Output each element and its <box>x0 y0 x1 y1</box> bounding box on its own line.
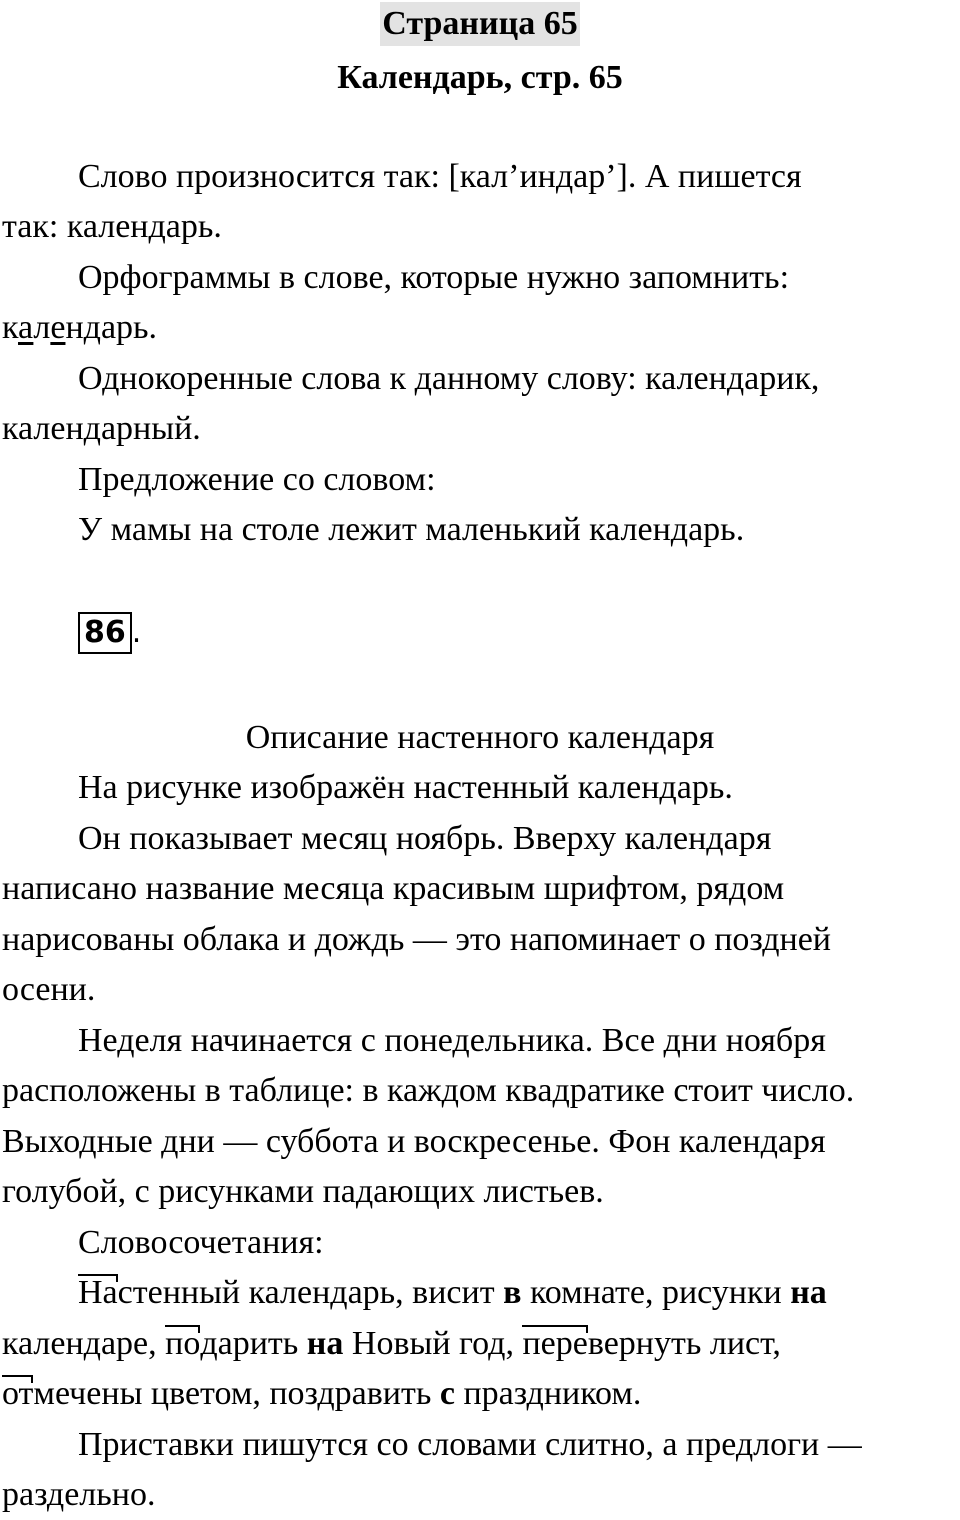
paragraph-line: написано название месяца красивым шрифтом, рядом <box>2 870 785 907</box>
conclusion-line: раздельно. <box>2 1476 156 1513</box>
prefix-mark: На <box>78 1268 118 1318</box>
paragraph-line: голубой, с рисунками падающих листьев. <box>2 1173 604 1210</box>
paragraph-line: Он показывает месяц ноябрь. Вверху календаря <box>78 820 772 857</box>
paragraph-line: так: календарь. <box>2 208 222 245</box>
word-part: к <box>2 309 19 346</box>
example-sentence: У мамы на столе лежит маленький календарь. <box>78 511 745 548</box>
exercise-number-box: 86 <box>78 612 132 654</box>
paragraph-line: Словосочетания: <box>78 1224 324 1261</box>
paragraph-line: календарный. <box>2 410 201 447</box>
preposition: на <box>306 1325 344 1362</box>
conclusion-line: Приставки пишутся со словами слитно, а предлоги — <box>78 1426 862 1463</box>
phrases-line: Настенный календарь, висит в комнате, рисунки на <box>78 1268 960 1318</box>
paragraph-line: Предложение со словом: <box>78 461 436 498</box>
prefix-mark: пере <box>522 1319 587 1369</box>
phrases-line: календаре, подарить на Новый год, перевернуть лист, <box>2 1319 960 1369</box>
preposition: в <box>503 1274 522 1311</box>
orthogram-letter: е <box>50 309 66 346</box>
word-with-orthograms <box>2 303 960 353</box>
paragraph-line: Выходные дни — суббота и воскресенье. Фон календаря <box>2 1123 826 1160</box>
paragraph-line: расположены в таблице: в каждом квадратике стоит число. <box>2 1072 855 1109</box>
prefix-mark: по <box>165 1319 200 1369</box>
word-part: ндарь. <box>65 309 158 346</box>
exercise-number: 86 . <box>78 612 141 654</box>
paragraph-line: осени. <box>2 971 96 1008</box>
paragraph-line: На рисунке изображён настенный календарь. <box>78 769 733 806</box>
description-heading: Описание настенного календаря <box>245 719 715 756</box>
preposition: на <box>790 1274 827 1311</box>
prefix-mark: от <box>2 1369 33 1419</box>
paragraph-line: Однокоренные слова к данному слову: календарик, <box>78 360 820 397</box>
paragraph-line: Слово произносится так: [кал’индар’]. А пишется <box>78 158 802 195</box>
orthogram-letter: а <box>18 309 34 346</box>
phrases-line: отмечены цветом, поздравить с праздником. <box>2 1369 960 1419</box>
paragraph-line: нарисованы облака и дождь — это напоминает о поздней <box>2 921 831 958</box>
paragraph-line: Неделя начинается с понедельника. Все дни ноября <box>78 1022 826 1059</box>
paragraph-line: Орфограммы в слове, которые нужно запомнить: <box>78 259 790 296</box>
page-subtitle: Календарь, стр. 65 <box>337 59 623 96</box>
page-title: Страница 65 <box>380 2 579 46</box>
word-part: л <box>33 309 51 346</box>
preposition: с <box>439 1375 455 1412</box>
